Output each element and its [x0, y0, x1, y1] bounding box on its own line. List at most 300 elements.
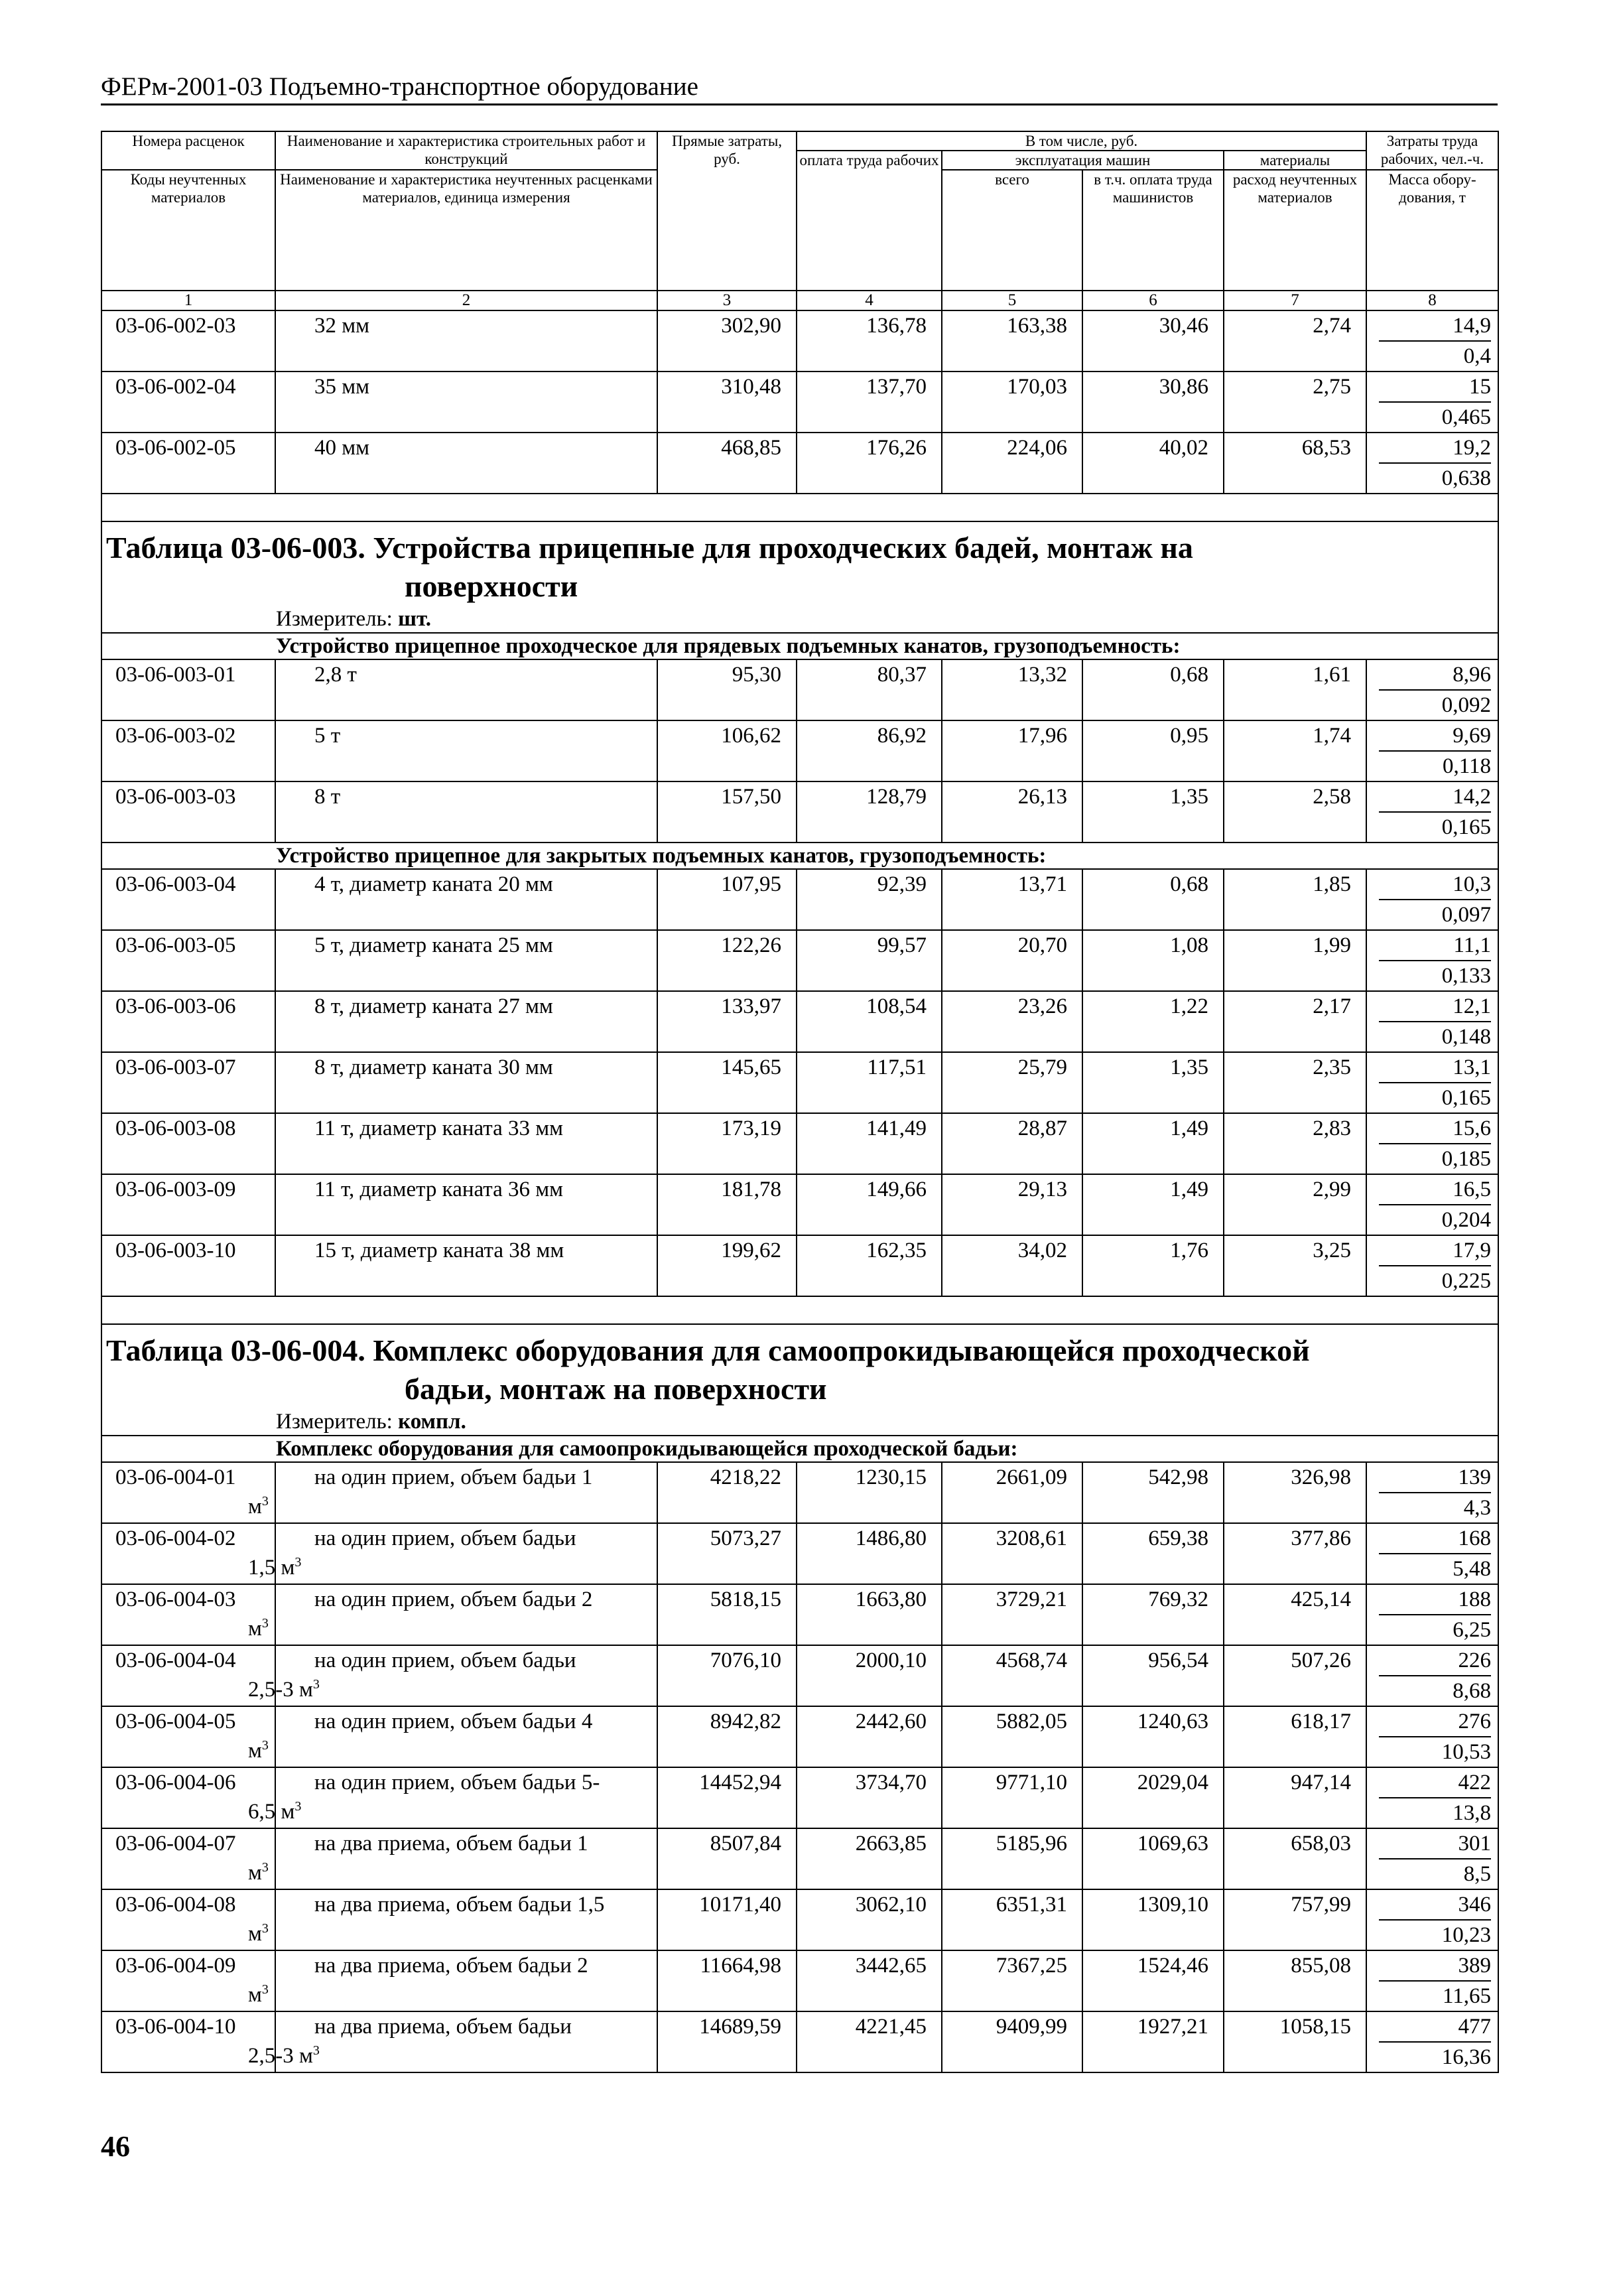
labor-pay: 2442,60 [797, 1706, 942, 1767]
materials-cost: 658,03 [1224, 1828, 1366, 1889]
rate-name-line1: на один прием, объем бадьи 4 [314, 1710, 593, 1733]
machine-total: 25,79 [942, 1052, 1082, 1113]
direct-cost: 157,50 [657, 781, 797, 843]
table-row [101, 1235, 1498, 1296]
labor-hours: 19,2 [1379, 433, 1491, 464]
equipment-mass: 11,65 [1442, 1984, 1492, 2008]
rate-name-line2: 6,5 м [248, 1800, 295, 1824]
machine-labor-pay: 0,68 [1082, 659, 1224, 720]
labor-hours: 15,6 [1379, 1114, 1491, 1144]
section-heading-row [101, 843, 1498, 869]
column-number-row [101, 291, 1498, 310]
rate-name: 5 т, диаметр каната 25 мм [275, 930, 657, 991]
unit-row [101, 1408, 1498, 1436]
labor-and-mass [1366, 1584, 1498, 1645]
table-row [101, 310, 1498, 371]
labor-hours: 15 [1379, 372, 1491, 403]
equipment-mass: 10,23 [1441, 1923, 1492, 1947]
machine-total: 34,02 [942, 1235, 1082, 1296]
machine-labor-pay: 0,95 [1082, 720, 1224, 781]
equipment-mass: 0,185 [1441, 1147, 1492, 1171]
materials-cost: 2,74 [1224, 310, 1366, 371]
rate-name-line1: на один прием, объем бадьи 1 [314, 1465, 593, 1489]
direct-cost: 173,19 [657, 1113, 797, 1174]
rate-name: 5 т [275, 720, 657, 781]
col4-header: оплата труда рабочих [797, 151, 942, 291]
rate-name-line2: м [248, 1861, 262, 1885]
labor-hours: 389 [1379, 1951, 1491, 1982]
rate-name-line1: на два приема, объем бадьи 1,5 [314, 1893, 605, 1917]
materials-cost: 1,85 [1224, 869, 1366, 930]
labor-hours: 477 [1379, 2012, 1491, 2043]
labor-pay: 3062,10 [797, 1889, 942, 1950]
labor-pay: 3734,70 [797, 1767, 942, 1828]
unit-of-measure [101, 1408, 1498, 1436]
materials-cost: 947,14 [1224, 1767, 1366, 1828]
equipment-mass: 0,165 [1441, 1086, 1492, 1110]
machine-total: 5882,05 [942, 1706, 1082, 1767]
labor-hours: 226 [1379, 1646, 1491, 1676]
machine-total: 3729,21 [942, 1584, 1082, 1645]
labor-and-mass [1366, 991, 1498, 1052]
rate-name-line1: на один прием, объем бадьи [314, 1649, 576, 1672]
labor-hours: 188 [1379, 1585, 1491, 1615]
rate-name [248, 1767, 657, 1828]
col-num-4: 4 [797, 291, 942, 310]
labor-pay: 108,54 [797, 991, 942, 1052]
labor-and-mass [1366, 1462, 1498, 1523]
page-header: ФЕРм-2001-03 Подъемно-транспортное оборудование [101, 72, 1498, 105]
labor-and-mass [1366, 930, 1498, 991]
machine-total: 13,32 [942, 659, 1082, 720]
equipment-mass: 0,097 [1441, 903, 1492, 927]
machine-labor-pay: 1309,10 [1082, 1889, 1224, 1950]
labor-pay: 92,39 [797, 869, 942, 930]
unit-value: шт. [398, 607, 431, 631]
labor-pay: 136,78 [797, 310, 942, 371]
rate-name: 4 т, диаметр каната 20 мм [275, 869, 657, 930]
machine-labor-pay: 30,86 [1082, 371, 1224, 433]
labor-and-mass [1366, 2011, 1498, 2072]
direct-cost: 14689,59 [657, 2011, 797, 2072]
machine-total: 20,70 [942, 930, 1082, 991]
rate-code: 03-06-003-02 [101, 720, 275, 781]
direct-cost: 302,90 [657, 310, 797, 371]
col-num-3: 3 [657, 291, 797, 310]
rate-code: 03-06-002-05 [101, 433, 275, 494]
table-title-line2: бадьи, монтаж на поверхности [405, 1372, 827, 1406]
materials-cost: 2,83 [1224, 1113, 1366, 1174]
materials-cost: 618,17 [1224, 1706, 1366, 1767]
labor-and-mass [1366, 1235, 1498, 1296]
machine-labor-pay: 1524,46 [1082, 1950, 1224, 2011]
col1-top: Номера расценок [101, 131, 275, 170]
table-title [101, 521, 1498, 606]
rate-name-line2: м [248, 1495, 262, 1519]
rate-code: 03-06-002-03 [101, 310, 275, 371]
rate-name-line2: м [248, 1739, 262, 1763]
rate-code: 03-06-004-07 [101, 1828, 275, 1889]
labor-pay: 2663,85 [797, 1828, 942, 1889]
machine-labor-pay: 1,08 [1082, 930, 1224, 991]
direct-cost: 133,97 [657, 991, 797, 1052]
rate-name: 8 т [275, 781, 657, 843]
materials-cost: 2,17 [1224, 991, 1366, 1052]
equipment-mass: 16,36 [1441, 2045, 1492, 2069]
rate-name: 35 мм [275, 371, 657, 433]
rate-code: 03-06-004-08 [101, 1889, 275, 1950]
rate-code: 03-06-004-03 [101, 1584, 275, 1645]
labor-pay: 1663,80 [797, 1584, 942, 1645]
rate-name-line2: 2,5-3 м [248, 1678, 313, 1702]
col1-bottom: Коды неучтенных материалов [101, 170, 275, 291]
materials-cost: 855,08 [1224, 1950, 1366, 2011]
rate-name-line1: на два приема, объем бадьи [314, 2015, 572, 2039]
rate-name: 8 т, диаметр каната 30 мм [275, 1052, 657, 1113]
rate-code: 03-06-003-04 [101, 869, 275, 930]
section-heading: Комплекс оборудования для самоопрокидывающейся проходческой бадьи: [101, 1436, 1498, 1462]
materials-cost: 3,25 [1224, 1235, 1366, 1296]
direct-cost: 8507,84 [657, 1828, 797, 1889]
table-row [101, 869, 1498, 930]
table-row [101, 1052, 1498, 1113]
rate-code: 03-06-004-02 [101, 1523, 275, 1584]
equipment-mass: 0,092 [1441, 693, 1492, 717]
section-heading-row [101, 633, 1498, 659]
spacer-row [101, 494, 1498, 521]
labor-pay: 137,70 [797, 371, 942, 433]
rate-code: 03-06-003-08 [101, 1113, 275, 1174]
labor-pay: 128,79 [797, 781, 942, 843]
superscript-3: 3 [312, 1677, 320, 1692]
labor-hours: 346 [1379, 1890, 1491, 1921]
machine-total: 28,87 [942, 1113, 1082, 1174]
col-num-7: 7 [1224, 291, 1366, 310]
table-title [101, 1324, 1498, 1408]
rate-code: 03-06-003-09 [101, 1174, 275, 1235]
direct-cost: 8942,82 [657, 1706, 797, 1767]
equipment-mass: 5,48 [1453, 1557, 1492, 1581]
equipment-mass: 13,8 [1453, 1801, 1492, 1825]
direct-cost: 11664,98 [657, 1950, 797, 2011]
table-row [101, 433, 1498, 494]
labor-and-mass [1366, 1052, 1498, 1113]
labor-pay: 1486,80 [797, 1523, 942, 1584]
machine-total: 9409,99 [942, 2011, 1082, 2072]
direct-cost: 145,65 [657, 1052, 797, 1113]
materials-cost: 425,14 [1224, 1584, 1366, 1645]
machine-total: 29,13 [942, 1174, 1082, 1235]
superscript-3: 3 [261, 1616, 269, 1631]
machine-labor-pay: 2029,04 [1082, 1767, 1224, 1828]
section-heading-row [101, 1436, 1498, 1462]
rate-name: 2,8 т [275, 659, 657, 720]
machine-total: 17,96 [942, 720, 1082, 781]
col6-header: в т.ч. оплата труда машинистов [1082, 170, 1224, 291]
rate-code: 03-06-003-05 [101, 930, 275, 991]
labor-pay: 99,57 [797, 930, 942, 991]
labor-and-mass [1366, 1523, 1498, 1584]
materials-cost: 1,74 [1224, 720, 1366, 781]
table-row [101, 1828, 1498, 1889]
direct-cost: 122,26 [657, 930, 797, 991]
rate-name [248, 1828, 657, 1889]
labor-and-mass [1366, 659, 1498, 720]
machine-labor-pay: 30,46 [1082, 310, 1224, 371]
labor-and-mass [1366, 433, 1498, 494]
rate-name-line1: на два приема, объем бадьи 1 [314, 1832, 588, 1856]
section-heading: Устройство прицепное для закрытых подъемных канатов, грузоподъемность: [101, 843, 1498, 869]
table-row [101, 1767, 1498, 1828]
spacer-row [101, 1296, 1498, 1324]
rate-code: 03-06-002-04 [101, 371, 275, 433]
unit-of-measure [101, 606, 1498, 633]
machine-total: 3208,61 [942, 1523, 1082, 1584]
machine-labor-pay: 1,76 [1082, 1235, 1224, 1296]
rate-name-line2: 1,5 м [248, 1556, 295, 1580]
table-row [101, 781, 1498, 843]
labor-hours: 10,3 [1379, 870, 1491, 900]
equipment-mass: 0,465 [1441, 405, 1492, 429]
machine-labor-pay: 1,35 [1082, 1052, 1224, 1113]
rate-name: 15 т, диаметр каната 38 мм [275, 1235, 657, 1296]
labor-hours: 14,9 [1379, 311, 1491, 342]
rate-name-line1: на один прием, объем бадьи [314, 1526, 576, 1550]
table-row [101, 1523, 1498, 1584]
rate-code: 03-06-004-09 [101, 1950, 275, 2011]
labor-pay: 176,26 [797, 433, 942, 494]
rate-code: 03-06-004-06 [101, 1767, 275, 1828]
machine-labor-pay: 1927,21 [1082, 2011, 1224, 2072]
equipment-mass: 0,4 [1463, 344, 1492, 368]
col5-header: всего [942, 170, 1082, 291]
superscript-3: 3 [261, 1921, 269, 1936]
machine-labor-pay: 0,68 [1082, 869, 1224, 930]
machine-total: 224,06 [942, 433, 1082, 494]
machine-total: 6351,31 [942, 1889, 1082, 1950]
labor-hours: 422 [1379, 1768, 1491, 1798]
labor-hours: 139 [1379, 1463, 1491, 1493]
machine-labor-pay: 956,54 [1082, 1645, 1224, 1706]
rate-code: 03-06-003-07 [101, 1052, 275, 1113]
table-row [101, 991, 1498, 1052]
rate-name [248, 1462, 657, 1523]
machine-total: 23,26 [942, 991, 1082, 1052]
direct-cost: 5818,15 [657, 1584, 797, 1645]
unit-row [101, 606, 1498, 633]
machine-total: 26,13 [942, 781, 1082, 843]
unit-label: Измеритель: [276, 1410, 393, 1434]
rate-code: 03-06-003-03 [101, 781, 275, 843]
direct-cost: 199,62 [657, 1235, 797, 1296]
superscript-3: 3 [261, 1982, 269, 1997]
labor-hours: 11,1 [1379, 931, 1491, 961]
rate-name-line2: 2,5-3 м [248, 2044, 313, 2068]
labor-and-mass [1366, 1174, 1498, 1235]
materials-cost: 757,99 [1224, 1889, 1366, 1950]
materials-cost: 377,86 [1224, 1523, 1366, 1584]
table-row [101, 659, 1498, 720]
equipment-mass: 4,3 [1463, 1496, 1492, 1520]
rate-code: 03-06-003-06 [101, 991, 275, 1052]
col8-top: Затраты труда рабочих, чел.-ч. [1366, 131, 1498, 170]
materials-cost: 326,98 [1224, 1462, 1366, 1523]
rate-name [248, 1523, 657, 1584]
machine-labor-pay: 659,38 [1082, 1523, 1224, 1584]
equipment-mass: 0,148 [1441, 1025, 1492, 1049]
labor-and-mass [1366, 1889, 1498, 1950]
machine-total: 163,38 [942, 310, 1082, 371]
machine-total: 2661,09 [942, 1462, 1082, 1523]
labor-pay: 4221,45 [797, 2011, 942, 2072]
labor-and-mass [1366, 1950, 1498, 2011]
labor-pay: 3442,65 [797, 1950, 942, 2011]
machine-total: 4568,74 [942, 1645, 1082, 1706]
superscript-3: 3 [261, 1738, 269, 1753]
page-number: 46 [101, 2130, 130, 2163]
col-num-2: 2 [275, 291, 657, 310]
labor-and-mass [1366, 310, 1498, 371]
equipment-mass: 0,204 [1441, 1208, 1492, 1232]
direct-cost: 468,85 [657, 433, 797, 494]
direct-cost: 14452,94 [657, 1767, 797, 1828]
section-heading: Устройство прицепное проходческое для прядевых подъемных канатов, грузоподъемность: [101, 633, 1498, 659]
table-row [101, 720, 1498, 781]
table-row [101, 371, 1498, 433]
labor-and-mass [1366, 720, 1498, 781]
rate-name [248, 1706, 657, 1767]
labor-pay: 80,37 [797, 659, 942, 720]
machine-total: 13,71 [942, 869, 1082, 930]
table-row [101, 1174, 1498, 1235]
rate-name-line1: на один прием, объем бадьи 2 [314, 1587, 593, 1611]
machine-labor-pay: 1240,63 [1082, 1706, 1224, 1767]
equipment-mass: 6,25 [1453, 1618, 1492, 1642]
labor-and-mass [1366, 1706, 1498, 1767]
table-title-row [101, 1324, 1498, 1408]
labor-and-mass [1366, 869, 1498, 930]
rate-name [248, 2011, 657, 2072]
materials-cost: 2,58 [1224, 781, 1366, 843]
labor-hours: 17,9 [1379, 1236, 1491, 1266]
direct-cost: 95,30 [657, 659, 797, 720]
col8-bottom: Масса обору-дования, т [1366, 170, 1498, 291]
col3-header: Прямые затраты, руб. [657, 131, 797, 291]
table-title-row [101, 521, 1498, 606]
table-row [101, 1645, 1498, 1706]
machine-labor-pay: 1,49 [1082, 1174, 1224, 1235]
rate-name: 32 мм [275, 310, 657, 371]
table-title-line1: Таблица 03-06-004. Комплекс оборудования для самоопрокидывающейся проходческой [106, 1333, 1310, 1367]
labor-pay: 149,66 [797, 1174, 942, 1235]
table-row [101, 1889, 1498, 1950]
table-row [101, 2011, 1498, 2072]
rates-table [101, 131, 1499, 2073]
machine-total: 7367,25 [942, 1950, 1082, 2011]
labor-and-mass [1366, 1767, 1498, 1828]
superscript-3: 3 [261, 1494, 269, 1509]
machines-group-header: эксплуатация машин [942, 151, 1224, 170]
superscript-3: 3 [312, 2043, 320, 2058]
labor-and-mass [1366, 1113, 1498, 1174]
labor-hours: 8,96 [1379, 660, 1491, 691]
labor-and-mass [1366, 781, 1498, 843]
labor-and-mass [1366, 371, 1498, 433]
labor-hours: 14,2 [1379, 782, 1491, 813]
rate-code: 03-06-004-05 [101, 1706, 275, 1767]
equipment-mass: 0,165 [1441, 815, 1492, 839]
col-num-6: 6 [1082, 291, 1224, 310]
materials-cost: 507,26 [1224, 1645, 1366, 1706]
materials-group-header: материалы [1224, 151, 1366, 170]
spacer-cell [101, 494, 1498, 521]
incl-group-header: В том числе, руб. [797, 131, 1366, 151]
machine-labor-pay: 542,98 [1082, 1462, 1224, 1523]
rate-name [248, 1645, 657, 1706]
rate-name: 11 т, диаметр каната 33 мм [275, 1113, 657, 1174]
materials-cost: 1,99 [1224, 930, 1366, 991]
rate-name-line1: на два приема, объем бадьи 2 [314, 1954, 588, 1978]
labor-and-mass [1366, 1828, 1498, 1889]
rate-code: 03-06-003-10 [101, 1235, 275, 1296]
labor-pay: 141,49 [797, 1113, 942, 1174]
col7-header: расход неучтенных материалов [1224, 170, 1366, 291]
rate-name-line1: на один прием, объем бадьи 5- [314, 1771, 600, 1794]
labor-pay: 86,92 [797, 720, 942, 781]
materials-cost: 1058,15 [1224, 2011, 1366, 2072]
equipment-mass: 8,5 [1463, 1862, 1492, 1886]
materials-cost: 2,99 [1224, 1174, 1366, 1235]
rate-name-line2: м [248, 1617, 262, 1641]
header-row-1 [101, 131, 1498, 151]
rate-code: 03-06-004-10 [101, 2011, 275, 2072]
col-num-1: 1 [101, 291, 275, 310]
table-row [101, 1950, 1498, 2011]
labor-hours: 168 [1379, 1524, 1491, 1554]
machine-labor-pay: 769,32 [1082, 1584, 1224, 1645]
table-row [101, 1462, 1498, 1523]
direct-cost: 4218,22 [657, 1462, 797, 1523]
rate-name: 11 т, диаметр каната 36 мм [275, 1174, 657, 1235]
labor-pay: 1230,15 [797, 1462, 942, 1523]
machine-labor-pay: 1,49 [1082, 1113, 1224, 1174]
rate-name [248, 1889, 657, 1950]
superscript-3: 3 [294, 1799, 302, 1814]
table-title-line2: поверхности [405, 569, 578, 603]
materials-cost: 1,61 [1224, 659, 1366, 720]
machine-total: 5185,96 [942, 1828, 1082, 1889]
table-row [101, 1706, 1498, 1767]
rate-name: 8 т, диаметр каната 27 мм [275, 991, 657, 1052]
equipment-mass: 0,133 [1441, 964, 1492, 988]
direct-cost: 106,62 [657, 720, 797, 781]
labor-pay: 117,51 [797, 1052, 942, 1113]
col2-bottom: Наименование и характеристика неучтенных расценками материалов, единица измерения [275, 170, 657, 291]
labor-hours: 16,5 [1379, 1175, 1491, 1205]
superscript-3: 3 [294, 1555, 302, 1570]
machine-labor-pay: 1,35 [1082, 781, 1224, 843]
equipment-mass: 10,53 [1441, 1740, 1492, 1764]
direct-cost: 5073,27 [657, 1523, 797, 1584]
machine-total: 170,03 [942, 371, 1082, 433]
equipment-mass: 0,638 [1441, 466, 1492, 490]
labor-pay: 2000,10 [797, 1645, 942, 1706]
table-row [101, 930, 1498, 991]
direct-cost: 181,78 [657, 1174, 797, 1235]
rate-name [248, 1950, 657, 2011]
direct-cost: 107,95 [657, 869, 797, 930]
machine-total: 9771,10 [942, 1767, 1082, 1828]
